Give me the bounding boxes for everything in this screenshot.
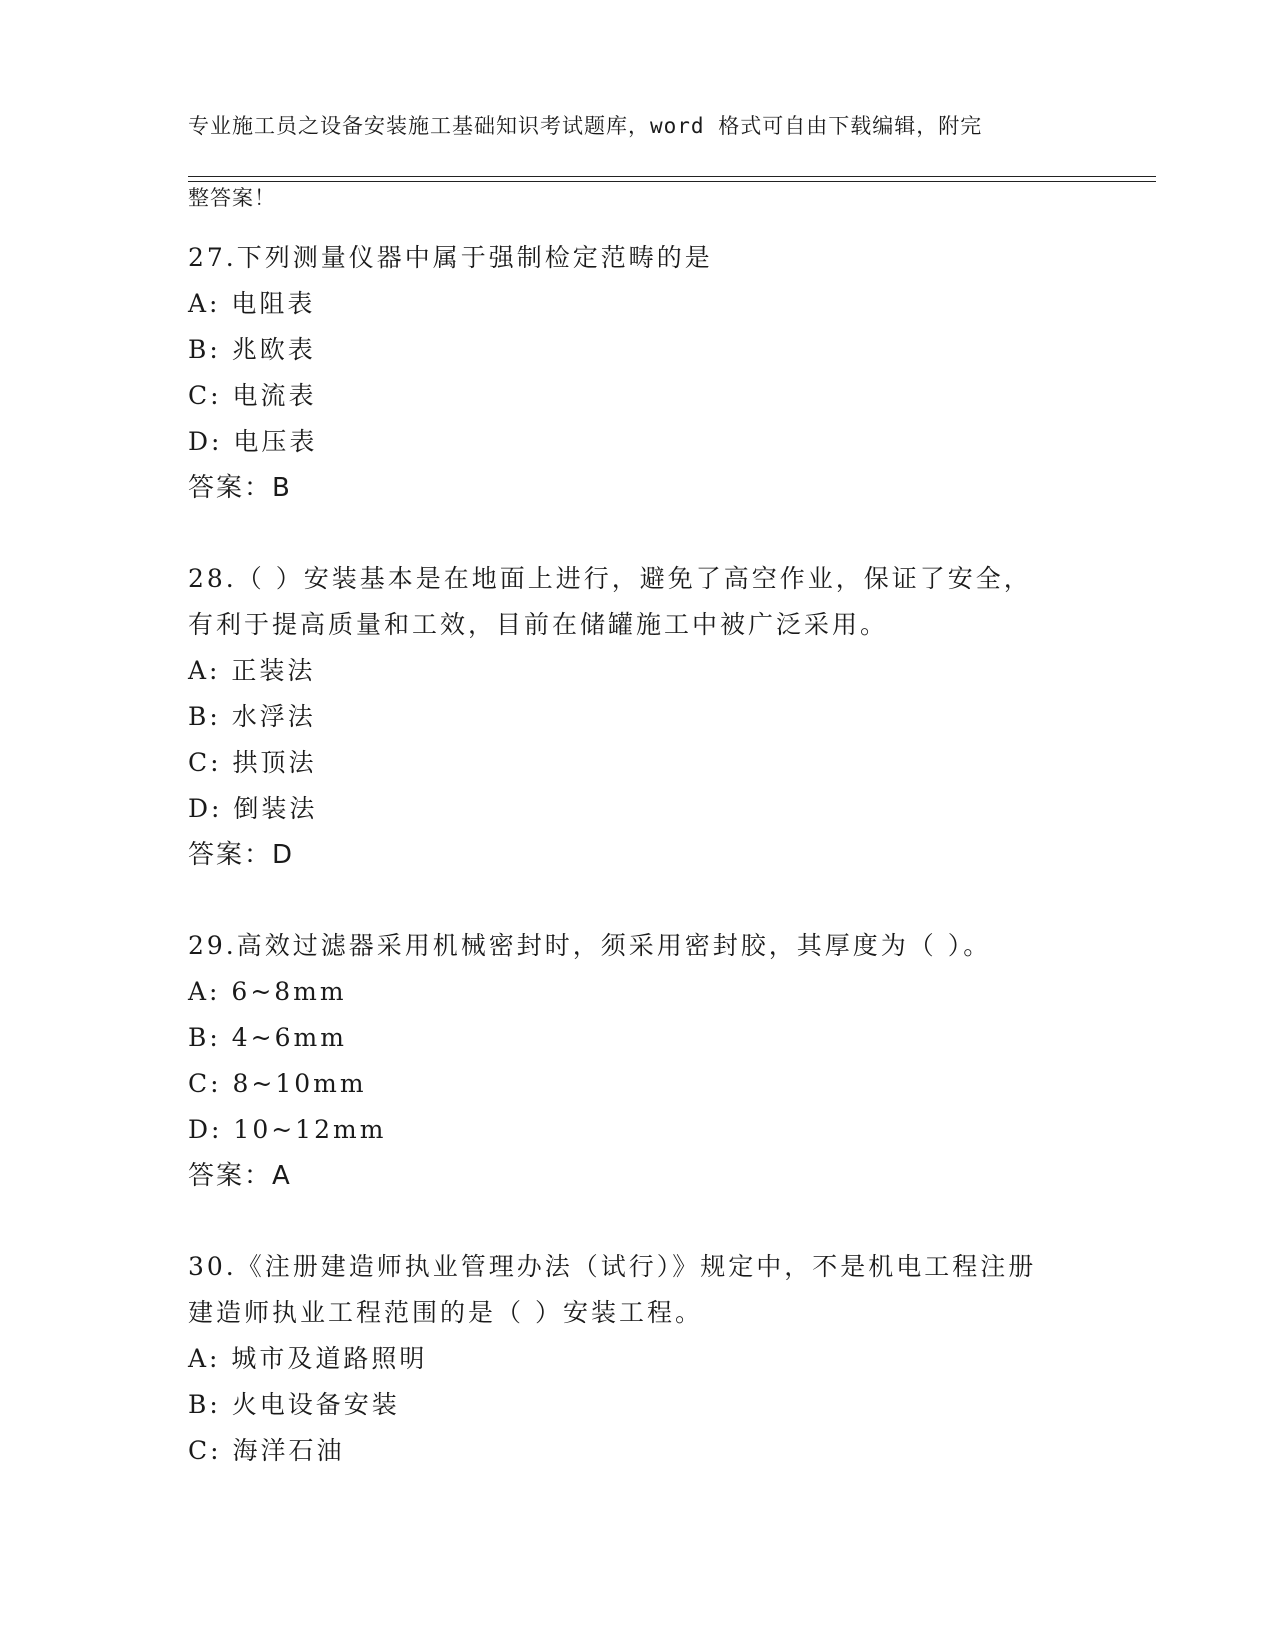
question-text: 27.下列测量仪器中属于强制检定范畴的是: [188, 243, 713, 272]
answer-text: 答案：A: [188, 1161, 292, 1191]
question-text-line-2: 建造师执业工程范围的是（ ）安装工程。: [188, 1298, 703, 1327]
header-divider-bottom: [188, 181, 1156, 182]
question-29: [188, 923, 1088, 1199]
header-line-2: 整答案！: [188, 186, 276, 210]
question-list: [188, 235, 1088, 1519]
option-b: B: 火电设备安装: [188, 1390, 400, 1419]
answer-text: 答案：D: [188, 840, 295, 870]
option-b: B: 4~6mm: [188, 1023, 347, 1052]
option-b: B: 兆欧表: [188, 335, 316, 364]
option-c: C: 海洋石油: [188, 1436, 345, 1465]
header-divider-top: [188, 176, 1156, 177]
question-28: [188, 556, 1088, 878]
option-d: D: 倒装法: [188, 794, 318, 823]
header-line-1: 专业施工员之设备安装施工基础知识考试题库，word 格式可自由下载编辑，附完: [188, 114, 983, 138]
option-a: A: 电阻表: [188, 289, 316, 318]
answer-text: 答案：B: [188, 473, 292, 503]
option-a: A: 6~8mm: [188, 977, 347, 1006]
option-a: A: 正装法: [188, 656, 316, 685]
question-text: 29.高效过滤器采用机械密封时，须采用密封胶，其厚度为（ ）。: [188, 931, 992, 960]
option-c: C: 电流表: [188, 381, 317, 410]
question-27: [188, 235, 1088, 511]
question-30: [188, 1244, 1088, 1474]
option-b: B: 水浮法: [188, 702, 316, 731]
option-d: D: 10~12mm: [188, 1115, 387, 1144]
question-text-line-1: 30.《注册建造师执业管理办法（试行）》规定中，不是机电工程注册: [188, 1252, 1037, 1281]
option-d: D: 电压表: [188, 427, 318, 456]
question-text-line-1: 28.（ ）安装基本是在地面上进行，避免了高空作业，保证了安全，: [188, 564, 1032, 593]
option-c: C: 拱顶法: [188, 748, 317, 777]
document-header: [188, 72, 1068, 252]
question-text-line-2: 有利于提高质量和工效，目前在储罐施工中被广泛采用。: [188, 610, 889, 639]
option-a: A: 城市及道路照明: [188, 1344, 428, 1373]
option-c: C: 8~10mm: [188, 1069, 367, 1098]
